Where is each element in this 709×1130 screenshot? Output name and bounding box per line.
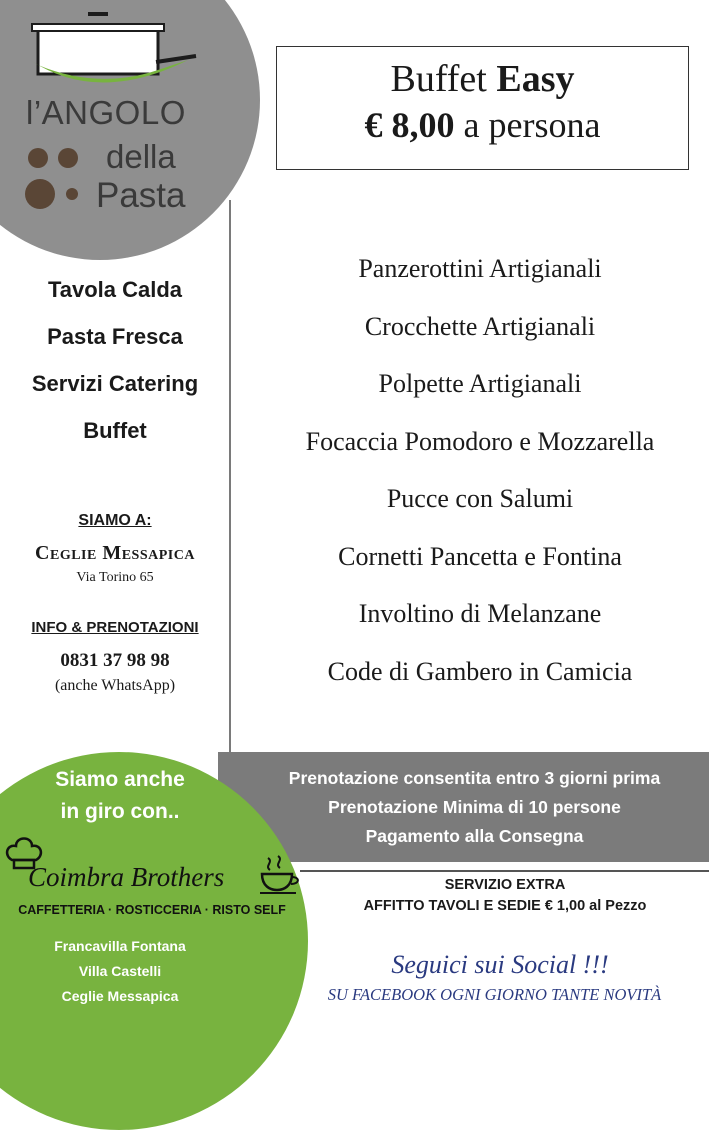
partner-intro-line2: in giro con.. [60,800,180,823]
divider-line [300,870,709,872]
title-emphasis: Easy [496,58,575,100]
price-suffix: a persona [463,105,601,145]
service-buffet: Buffet [83,418,147,443]
booking-note: Prenotazione Minima di 10 persone [328,797,621,817]
extra-service-title: SERVIZIO EXTRA [444,877,566,893]
booking-note: Pagamento alla Consegna [365,826,584,846]
phone-number: 0831 37 98 98 [60,650,170,671]
menu-item: Crocchette Artigianali [364,311,596,341]
location-street: Via Torino 65 [76,570,154,585]
partner-town: Ceglie Messapica [61,988,179,1004]
logo-text-line2: della [106,138,176,175]
location-label: SIAMO A: [78,512,152,529]
partner-town: Villa Castelli [78,963,162,979]
price-box [276,46,689,170]
partner-subtitle: CAFFETTERIA · ROSTICCERIA · RISTO SELF [18,903,286,917]
logo-text-line3: Pasta [96,176,186,215]
logo-text-line1: l’ANGOLO [26,94,186,131]
title-prefix: Buffet [390,58,487,100]
menu-item: Panzerottini Artigianali [358,254,602,283]
service-tavola-calda: Tavola Calda [47,277,183,302]
booking-note: Prenotazione consentita entro 3 giorni prima [288,768,661,788]
price-line [277,101,688,149]
buffet-title [277,57,688,101]
menu-list [255,240,705,700]
menu-item: Involtino di Melanzane [358,599,602,628]
location-city: Ceglie Messapica [35,542,195,564]
menu-item: Cornetti Pancetta e Fontina [338,541,622,571]
social-title: Seguici sui Social !!! [391,950,609,979]
phone-note: (anche WhatsApp) [54,677,176,694]
cooking-pot-icon [28,10,198,100]
menu-item: Polpette Artigianali [378,369,582,398]
partner-town: Francavilla Fontana [54,938,186,954]
extra-service-text: AFFITTO TAVOLI E SEDIE € 1,00 al Pezzo [363,898,647,914]
service-pasta-fresca: Pasta Fresca [47,324,183,349]
coffee-cup-icon [258,852,302,896]
partner-intro-line1: Siamo anche [55,768,185,791]
logo-dots-icon [24,142,94,214]
price-value: € 8,00 [364,105,455,145]
menu-item: Focaccia Pomodoro e Mozzarella [305,426,655,456]
info-label: INFO & PRENOTAZIONI [31,619,199,636]
social-subtitle: SU FACEBOOK OGNI GIORNO TANTE NOVITÀ [327,985,662,1004]
service-catering: Servizi Catering [31,371,199,396]
partner-name: Coimbra Brothers [28,862,225,892]
menu-item: Code di Gambero in Camicia [327,656,633,686]
menu-item: Pucce con Salumi [386,484,574,513]
